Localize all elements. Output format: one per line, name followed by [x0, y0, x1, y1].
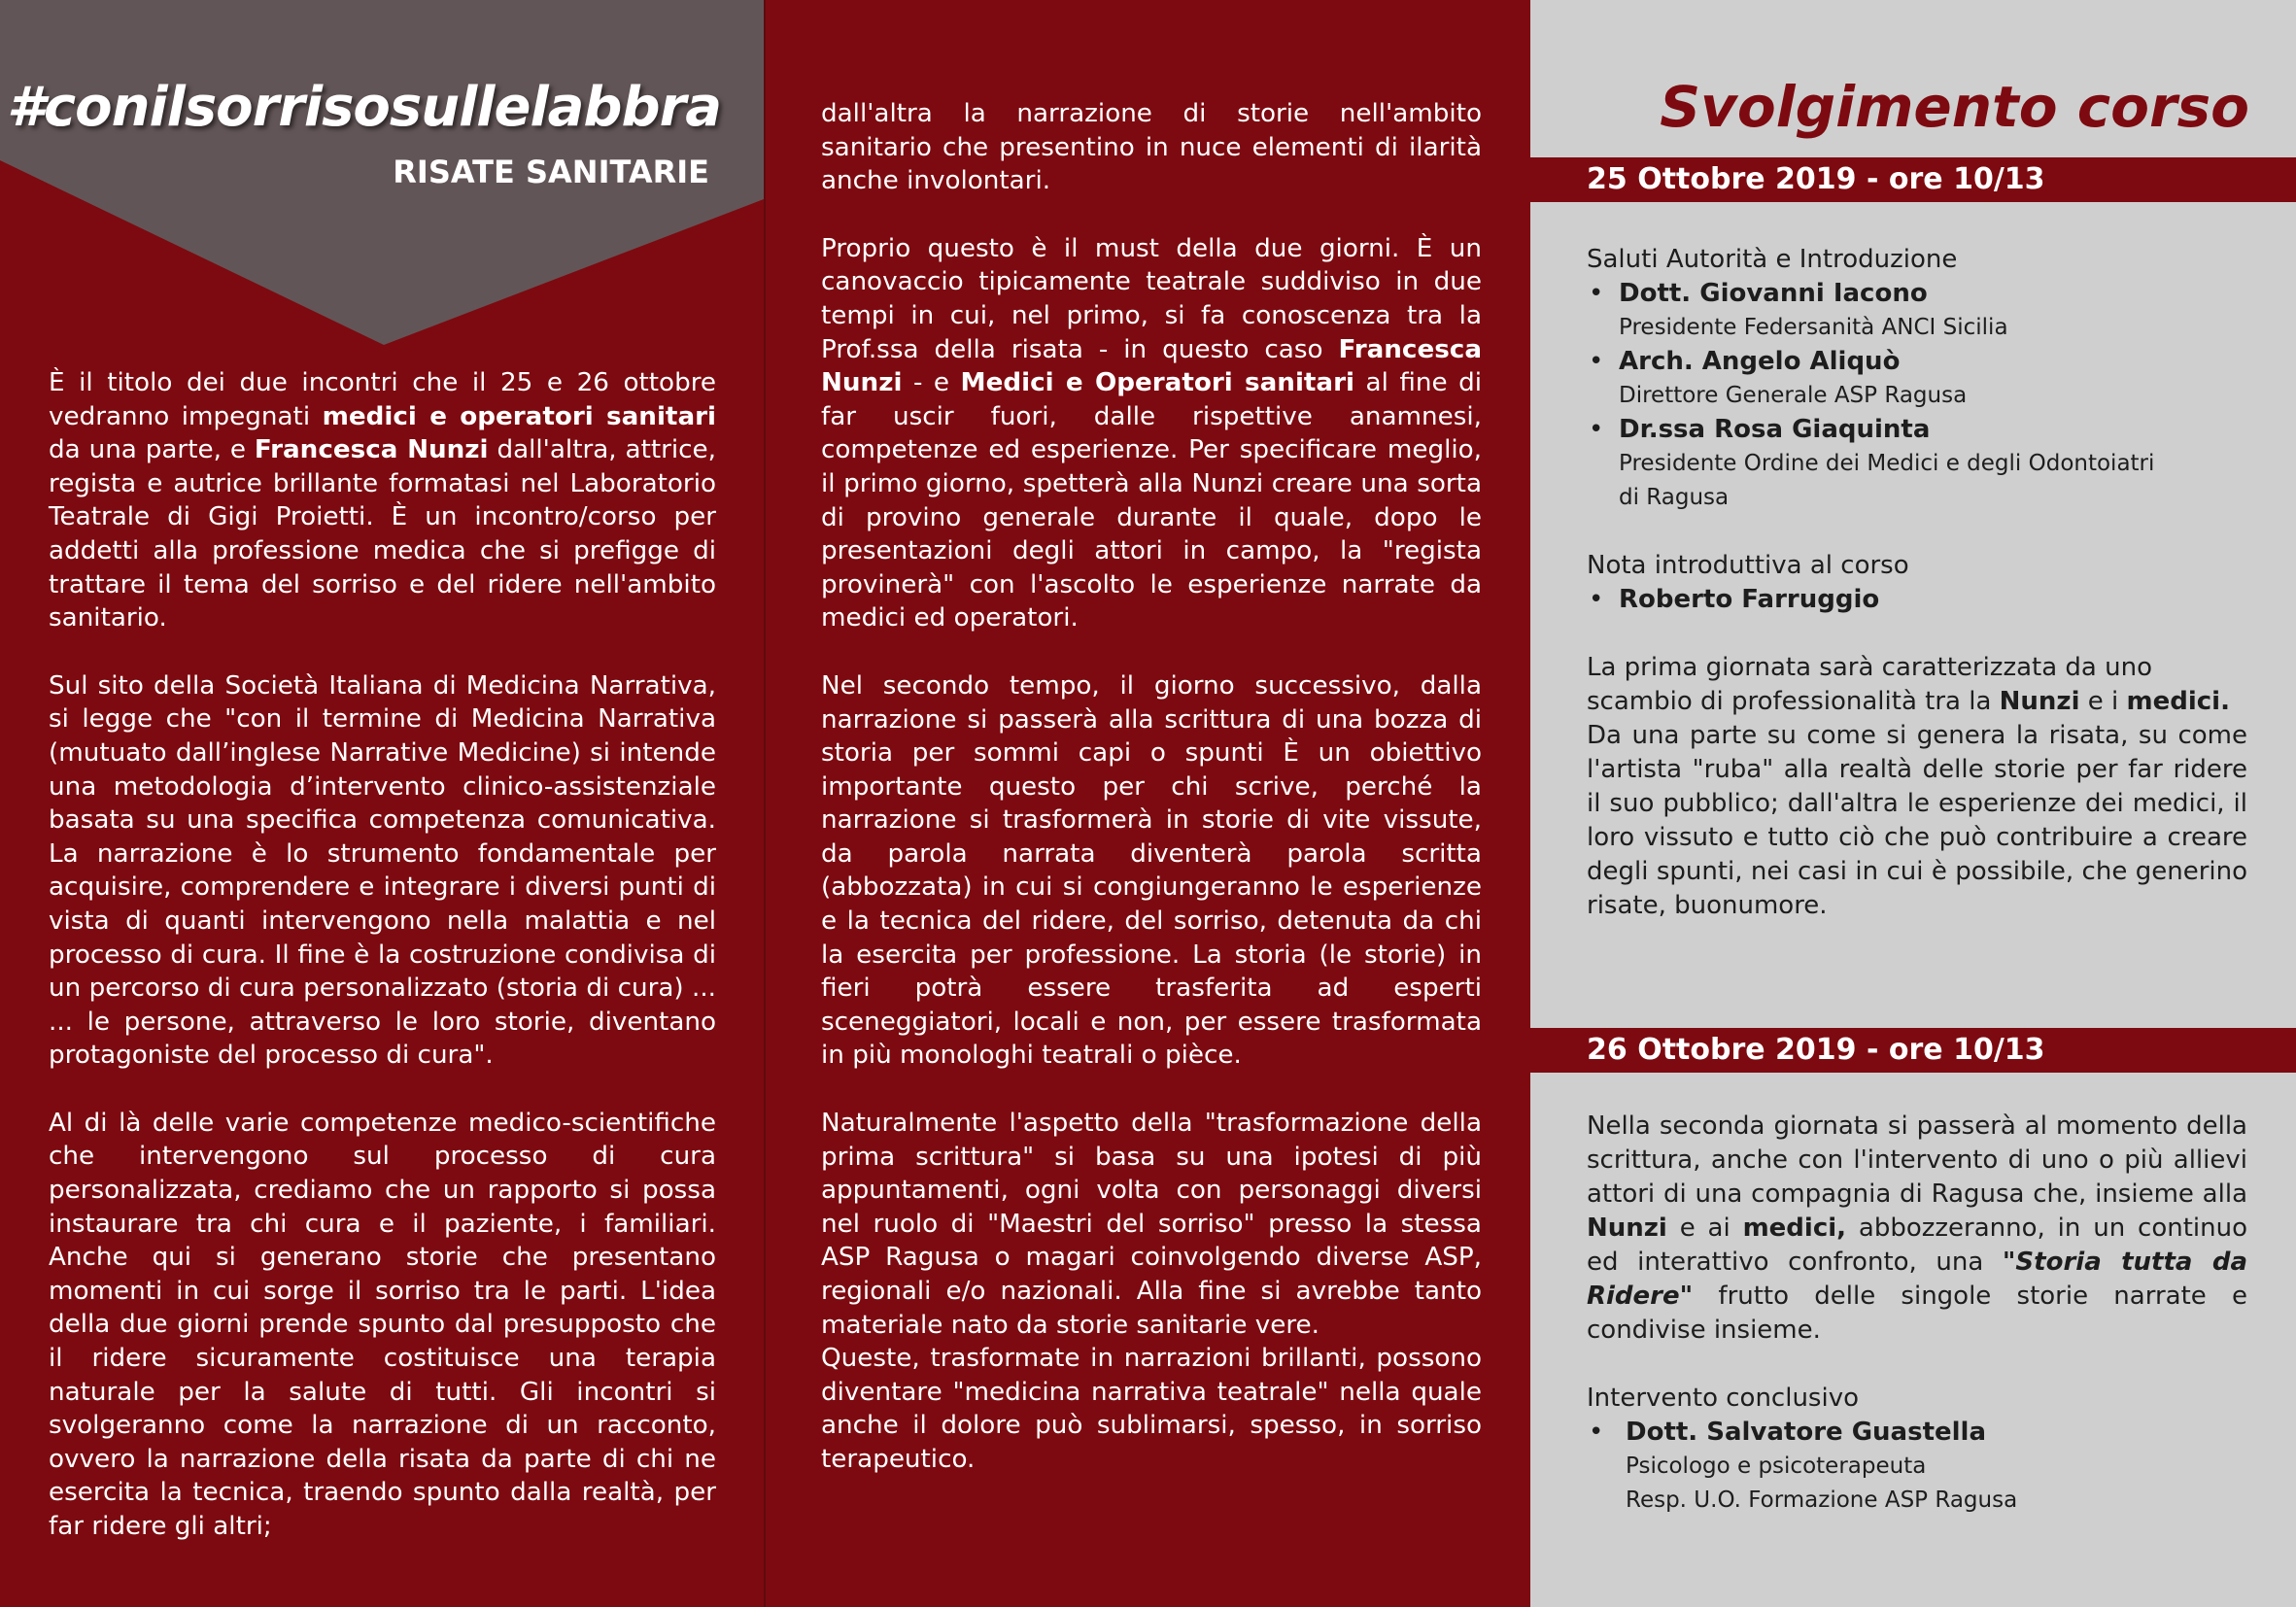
bold-run: medici, — [1742, 1214, 1847, 1243]
speaker-role: Direttore Generale ASP Ragusa — [1619, 383, 1968, 408]
day2-desc — [1587, 1110, 2247, 1348]
bold-run: Medici e Operatori sanitari — [960, 368, 1354, 398]
text-run: al fine di far uscir fuori, dalle rispettive anamnesi, competenze ed esperienze. Per specificare meglio, il primo giorno, spetterà alla Nunzi creare una sorta di provino generale durante il quale, dopo le presentazioni degli attori in campo, la "regista provinerà" con l'ascolto le esperienze narrate da medici ed operatori. — [821, 368, 1482, 633]
day2-program — [1587, 1110, 2247, 1518]
day1-desc-body: Da una parte su come si genera la risata, su come l'artista "ruba" alla realtà delle storie per far ridere il suo pubblico; dall'altra le esperienze dei medici, il loro vissuto e tutto ciò che può contribuire a creare degli spunti, nei casi in cui è possibile, che generino risate, buonumore. — [1587, 721, 2247, 920]
speaker-name: • Dr.ssa Rosa Giaquinta — [1619, 415, 1931, 444]
spacer — [1587, 1348, 2247, 1382]
text-run: e ai — [1666, 1214, 1743, 1243]
speaker-item — [1587, 1416, 2247, 1518]
speaker-item — [1587, 277, 2247, 345]
middle-text — [821, 97, 1482, 1511]
closing-label: Intervento conclusivo — [1587, 1384, 1859, 1413]
bold-run: Nunzi — [1587, 1214, 1667, 1243]
spacer — [1587, 515, 2247, 549]
bold-run: Francesca Nunzi — [254, 435, 489, 465]
middle-paragraph-5: Queste, trasformate in narrazioni brillanti, possono diventare "medicina narrativa teatrale" nella quale anche il dolore può sublimarsi, spesso, in sorriso terapeutico. — [821, 1344, 1482, 1474]
bold-run: medici. — [2126, 687, 2230, 716]
text-run: e i — [2079, 687, 2127, 716]
speaker-item — [1587, 345, 2247, 413]
speaker-name: • Arch. Angelo Aliquò — [1619, 347, 1901, 376]
text-run: da una parte, e — [49, 435, 255, 465]
hashtag-title: #conilsorrisosullelabbra — [6, 76, 721, 139]
middle-paragraph-3: Nel secondo tempo, il giorno successivo, dalla narrazione si passerà alla scrittura di una bozza di storia per sommi capi o spunti È un obiettivo importante questo per chi scrive, perché la narrazione si trasformerà in storie di vite vissute, da parola narrata diventerà parola scritta (abbozzata) in cui si congiungeranno le esperienze e la tecnica del ridere, del sorriso, detenuta da chi la esercita per professione. La storia (le storie) in fieri potrà essere trasferita ad esperti sceneggiatori, locali e non, per essere trasformata in più monologhi teatrali o pièce. — [821, 670, 1482, 1071]
speaker-item — [1587, 413, 2247, 515]
speaker-role: Presidente Federsanità ANCI Sicilia — [1619, 315, 2008, 340]
greetings-label: Saluti Autorità e Introduzione — [1587, 245, 1958, 274]
speaker-role-cont: di Ragusa — [1619, 485, 1730, 510]
schedule-title: Svolgimento corso — [1660, 74, 2249, 140]
text-run: frutto delle singole storie narrate e condivise insieme. — [1587, 1282, 2247, 1345]
note-label: Nota introduttiva al corso — [1587, 551, 1909, 580]
day1-desc-line1 — [1587, 651, 2247, 719]
intro-text — [49, 366, 716, 1578]
speaker-role-cont: Resp. U.O. Formazione ASP Ragusa — [1626, 1487, 2018, 1513]
text-run: abbozzeranno, in un continuo ed interattivo confronto, una — [1587, 1214, 2247, 1277]
bold-italic-run: "Storia tutta da Ridere" — [1587, 1248, 2247, 1311]
text-run: La prima giornata sarà caratterizzata da uno scambio di professionalità tra la — [1587, 653, 2152, 716]
text-run: Nella seconda giornata si passerà al momento della scrittura, anche con l'intervento di uno o più allievi attori di una compagnia di Ragusa che, insieme alla — [1587, 1111, 2247, 1209]
intro-paragraph-3: Al di là delle varie competenze medico-scientifiche che intervengono sul processo di cura personalizzata, crediamo che un rapporto si possa instaurare tra chi cura e il paziente, i familiari. Anche qui si generano storie che presentano momenti in cui sorge il sorriso tra le parti. L'idea della due giorni prende spunto dal presupposto che il ridere sicuramente costituisce una terapia naturale per la salute di tutti. Gli incontri si svolgeranno come la narrazione di un racconto, ovvero la narrazione della risata da parte di chi ne esercita la tecnica, traendo spunto dalla realtà, per far ridere gli altri; — [49, 1108, 716, 1541]
middle-paragraph-4: Naturalmente l'aspetto della "trasformazione della prima scrittura" si basa su una ipotesi di più appuntamenti, ogni volta con personaggi diversi nel ruolo di "Maestri del sorriso" presso la stessa ASP Ragusa o magari coinvolgendo diverse ASP, regionali e/o nazionali. Alla fine si avrebbe tanto materiale nato da storie sanitarie vere. — [821, 1109, 1482, 1340]
bold-run: medici e operatori sanitari — [322, 401, 717, 431]
text-run: - e — [902, 368, 961, 398]
text-run: Proprio questo è il must della due giorni. È un canovaccio tipicamente teatrale suddiviso in due tempi in cui, nel primo, si fa conoscenza tra la Prof.ssa della risata - in questo caso — [821, 233, 1482, 364]
bold-run: Francesca Nunzi — [821, 334, 1482, 398]
speaker-role: Psicologo e psicoterapeuta — [1626, 1453, 1927, 1479]
spacer — [1587, 617, 2247, 651]
speaker-name: • Dott. Salvatore Guastella — [1626, 1418, 1987, 1447]
bold-run: Nunzi — [1999, 687, 2080, 716]
text-run: È il titolo dei due incontri che il 25 e 26 ottobre vedranno impegnati — [49, 368, 716, 431]
middle-paragraph-1: dall'altra la narrazione di storie nell'ambito sanitario che presentino in nuce elementi di ilarità anche involontari. — [821, 99, 1482, 196]
intro-paragraph-1 — [49, 366, 716, 635]
day1-program — [1587, 243, 2247, 923]
day1-description — [1587, 651, 2247, 923]
panel-left — [0, 0, 764, 1607]
day1-header: 25 Ottobre 2019 - ore 10/13 — [1530, 157, 2296, 202]
day2-header: 26 Ottobre 2019 - ore 10/13 — [1530, 1028, 2296, 1073]
speaker-name: • Roberto Farruggio — [1619, 585, 1880, 614]
speaker-item — [1587, 583, 2247, 617]
middle-paragraph-2 — [821, 232, 1482, 635]
speaker-name: • Dott. Giovanni Iacono — [1619, 279, 1928, 308]
speaker-role: Presidente Ordine dei Medici e degli Odontoiatri — [1619, 451, 2155, 476]
day2-description — [1587, 1110, 2247, 1348]
intro-paragraph-2: Sul sito della Società Italiana di Medicina Narrativa, si legge che "con il termine di Medicina Narrativa (mutuato dall’inglese Narrative Medicine) si intende una metodologia d’intervento clinico-assistenziale basata su una specifica competenza comunicativa. La narrazione è lo strumento fondamentale per acquisire, comprendere e integrare i diversi punti di vista di quanti intervengono nella malattia e nel processo di cura. Il fine è la costruzione condivisa di un percorso di cura personalizzato (storia di cura) ... ... le persone, attraverso le loro storie, diventano protagoniste del processo di cura". — [49, 670, 716, 1071]
text-run: dall'altra, attrice, regista e autrice brillante formatasi nel Laboratorio Teatrale di Gigi Proietti. È un incontro/corso per addetti alla professione medica che si prefigge di trattare il tema del sorriso e del ridere nell'ambito sanitario. — [49, 435, 716, 633]
subtitle: RISATE SANITARIE — [393, 154, 709, 190]
